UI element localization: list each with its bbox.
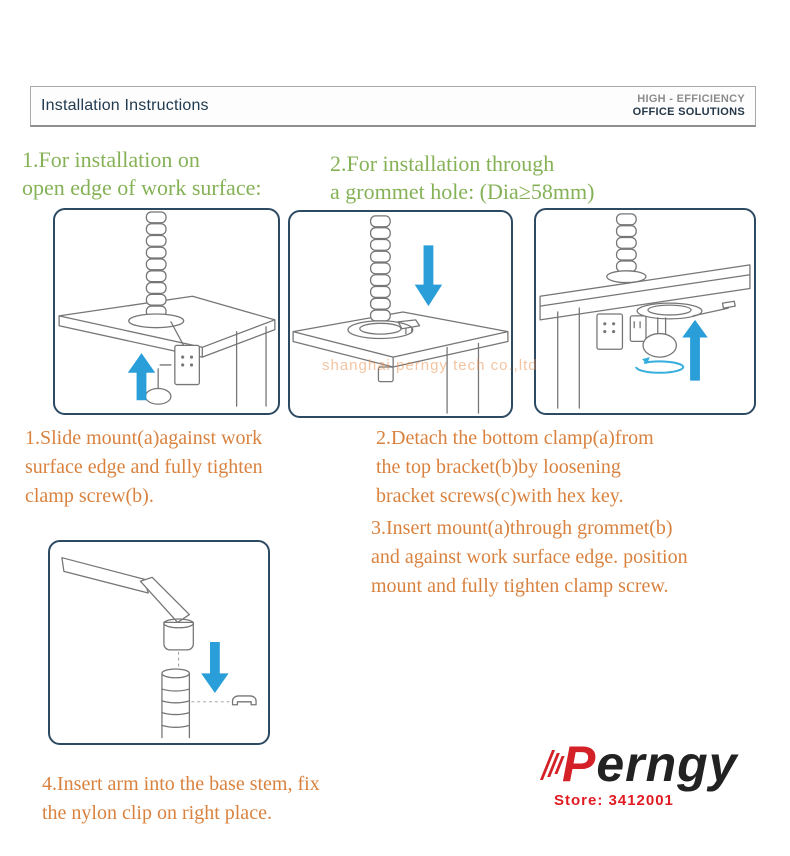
mount-pole: [371, 216, 391, 321]
header-tagline: [633, 93, 745, 119]
step-line: 4.Insert arm into the base stem, fix: [42, 773, 320, 795]
clamp-screw-knob: [643, 334, 676, 358]
brand-name: [546, 738, 776, 790]
store-number: Store: 3412001: [554, 792, 674, 809]
brand-rest: erngy: [596, 736, 738, 792]
heading-line: 2.For installation through: [330, 151, 555, 176]
step-line: bracket screws(c)with hex key.: [376, 485, 624, 507]
nylon-clip: [191, 696, 256, 705]
step-line: 1.Slide mount(a)against work: [25, 427, 263, 449]
heading-line: 1.For installation on: [22, 147, 200, 172]
desk-surface: [59, 296, 275, 406]
step2-text: [376, 424, 654, 511]
section-heading-edge-mount: [22, 146, 261, 202]
mount-pole: [607, 214, 646, 283]
step-line: 3.Insert mount(a)through grommet(b): [371, 517, 673, 539]
clamp-screw-knob: [145, 388, 170, 404]
section-heading-grommet-mount: [330, 150, 594, 206]
underdesk-tighten-drawing: [536, 210, 754, 413]
page-title: Installation Instructions: [41, 97, 209, 114]
down-arrow-icon: [201, 642, 228, 693]
step-line: clamp screw(b).: [25, 485, 154, 507]
top-bracket: [597, 314, 622, 349]
diagram-arm-insert: [48, 540, 270, 745]
brand-initial: P: [562, 736, 597, 792]
down-arrow-icon: [415, 245, 442, 306]
step-line: the top bracket(b)by loosening: [376, 456, 621, 478]
diagram-underdesk-tighten: [534, 208, 756, 415]
tagline-line1: HIGH - EFFICIENCY: [637, 93, 745, 105]
heading-line: a grommet hole: (Dia≥58mm): [330, 179, 595, 204]
step-line: the nylon clip on right place.: [42, 802, 272, 824]
bracket-screw: [722, 301, 735, 308]
rotate-ellipse-icon: [636, 357, 683, 373]
brand-logo: [546, 738, 776, 828]
base-stem: [162, 669, 189, 738]
step-line: mount and fully tighten clamp screw.: [371, 575, 669, 597]
step4-text: [42, 770, 320, 828]
edge-clamp-drawing: [55, 210, 278, 413]
diagram-grommet-insert: [288, 210, 513, 418]
watermark: shanghai perngy tech co.,ltd: [322, 357, 538, 374]
step-line: 2.Detach the bottom clamp(a)from: [376, 427, 654, 449]
diagram-edge-clamp: [53, 208, 280, 415]
grommet-insert-drawing: [290, 212, 511, 416]
step-line: and against work surface edge. position: [371, 546, 688, 568]
tagline-line2: OFFICE SOLUTIONS: [632, 106, 745, 118]
bottom-clamp-assembly: [597, 301, 735, 357]
step1-text: [25, 424, 263, 511]
up-arrow-icon: [682, 320, 707, 381]
logo-stripes-icon: [546, 750, 564, 782]
heading-line: open edge of work surface:: [22, 175, 262, 200]
step3-text: [371, 514, 688, 601]
monitor-arm: [62, 558, 193, 650]
header-bar: [30, 86, 756, 127]
arm-insert-drawing: [50, 542, 268, 743]
step-line: surface edge and fully tighten: [25, 456, 263, 478]
